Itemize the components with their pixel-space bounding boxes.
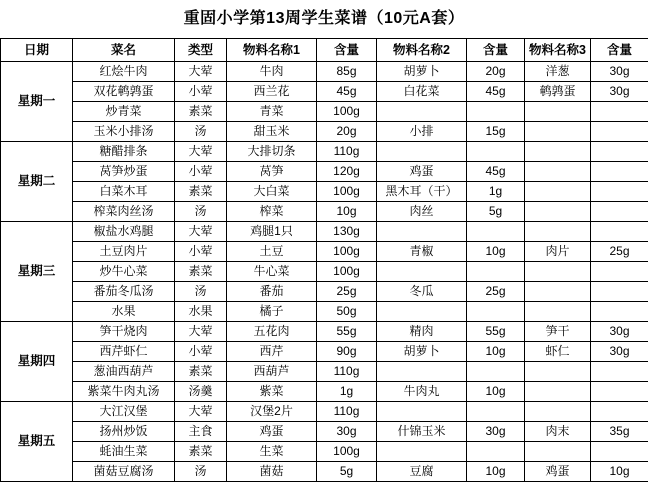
column-header-quantity-1: 含量 [317,39,377,62]
quantity-1-cell: 110g [317,142,377,162]
quantity-2-cell [467,262,525,282]
material-3-cell: 笋干 [525,322,591,342]
dish-name-cell: 菌菇豆腐汤 [73,462,175,482]
quantity-1-cell: 110g [317,402,377,422]
dish-name-cell: 土豆肉片 [73,242,175,262]
material-2-cell: 胡萝卜 [377,342,467,362]
dish-name-cell: 蚝油生菜 [73,442,175,462]
quantity-2-cell [467,402,525,422]
quantity-1-cell: 110g [317,362,377,382]
quantity-1-cell: 90g [317,342,377,362]
dish-name-cell: 葱油西葫芦 [73,362,175,382]
quantity-3-cell [591,362,648,382]
dish-type-cell: 素菜 [175,442,227,462]
table-row [1,462,648,482]
table-row [1,142,648,162]
quantity-3-cell [591,182,648,202]
table-row [1,442,648,462]
quantity-3-cell: 30g [591,62,648,82]
quantity-3-cell [591,302,648,322]
quantity-1-cell: 100g [317,182,377,202]
day-cell: 星期一 [1,62,73,142]
material-2-cell [377,142,467,162]
material-2-cell: 白花菜 [377,82,467,102]
material-3-cell [525,302,591,322]
quantity-2-cell [467,442,525,462]
table-row [1,402,648,422]
material-2-cell [377,442,467,462]
dish-type-cell: 大荤 [175,322,227,342]
table-row [1,322,648,342]
dish-type-cell: 小荤 [175,242,227,262]
dish-type-cell: 小荤 [175,82,227,102]
material-3-cell: 洋葱 [525,62,591,82]
quantity-3-cell [591,202,648,222]
dish-type-cell: 汤 [175,462,227,482]
column-header-quantity-3: 含量 [591,39,648,62]
table-row [1,122,648,142]
dish-type-cell: 小荤 [175,162,227,182]
column-header-material-1: 物料名称1 [227,39,317,62]
quantity-1-cell: 100g [317,242,377,262]
table-row [1,82,648,102]
quantity-3-cell [591,102,648,122]
material-3-cell: 肉片 [525,242,591,262]
dish-type-cell: 大荤 [175,222,227,242]
quantity-1-cell: 20g [317,122,377,142]
material-1-cell: 土豆 [227,242,317,262]
quantity-1-cell: 100g [317,442,377,462]
table-row [1,282,648,302]
table-row [1,102,648,122]
dish-type-cell: 素菜 [175,262,227,282]
dish-name-cell: 扬州炒饭 [73,422,175,442]
material-3-cell [525,162,591,182]
quantity-2-cell: 55g [467,322,525,342]
table-row [1,242,648,262]
quantity-3-cell: 30g [591,82,648,102]
quantity-3-cell [591,142,648,162]
material-3-cell: 肉末 [525,422,591,442]
material-3-cell [525,222,591,242]
table-row [1,182,648,202]
quantity-1-cell: 120g [317,162,377,182]
quantity-1-cell: 50g [317,302,377,322]
material-3-cell [525,402,591,422]
material-2-cell [377,262,467,282]
material-2-cell: 牛肉丸 [377,382,467,402]
dish-name-cell: 莴笋炒蛋 [73,162,175,182]
material-1-cell: 青菜 [227,102,317,122]
quantity-2-cell [467,362,525,382]
dish-type-cell: 汤 [175,282,227,302]
material-2-cell: 鸡蛋 [377,162,467,182]
column-header-quantity-2: 含量 [467,39,525,62]
material-2-cell: 精肉 [377,322,467,342]
quantity-3-cell [591,122,648,142]
quantity-3-cell [591,402,648,422]
material-3-cell: 鹌鹑蛋 [525,82,591,102]
material-1-cell: 五花肉 [227,322,317,342]
quantity-3-cell: 25g [591,242,648,262]
material-1-cell: 西兰花 [227,82,317,102]
dish-name-cell: 双花鹌鹑蛋 [73,82,175,102]
material-1-cell: 鸡腿1只 [227,222,317,242]
table-row [1,62,648,82]
quantity-3-cell: 30g [591,342,648,362]
quantity-2-cell: 25g [467,282,525,302]
quantity-2-cell: 20g [467,62,525,82]
material-2-cell: 黑木耳（干） [377,182,467,202]
quantity-2-cell [467,142,525,162]
quantity-1-cell: 55g [317,322,377,342]
quantity-2-cell [467,222,525,242]
material-2-cell [377,102,467,122]
material-2-cell: 冬瓜 [377,282,467,302]
column-header-date: 日期 [1,39,73,62]
quantity-1-cell: 5g [317,462,377,482]
quantity-2-cell: 30g [467,422,525,442]
dish-name-cell: 炒牛心菜 [73,262,175,282]
quantity-2-cell: 10g [467,382,525,402]
material-1-cell: 西葫芦 [227,362,317,382]
table-row [1,422,648,442]
material-1-cell: 榨菜 [227,202,317,222]
menu-table [0,38,648,482]
material-3-cell [525,262,591,282]
quantity-1-cell: 85g [317,62,377,82]
dish-type-cell: 主食 [175,422,227,442]
material-2-cell [377,222,467,242]
dish-type-cell: 汤羹 [175,382,227,402]
dish-type-cell: 小荤 [175,342,227,362]
quantity-1-cell: 130g [317,222,377,242]
dish-name-cell: 椒盐水鸡腿 [73,222,175,242]
dish-type-cell: 素菜 [175,182,227,202]
dish-name-cell: 糖醋排条 [73,142,175,162]
table-row [1,162,648,182]
quantity-2-cell: 10g [467,342,525,362]
quantity-3-cell [591,442,648,462]
material-1-cell: 紫菜 [227,382,317,402]
quantity-3-cell [591,382,648,402]
material-1-cell: 生菜 [227,442,317,462]
material-1-cell: 菌菇 [227,462,317,482]
column-header-type: 类型 [175,39,227,62]
material-1-cell: 莴笋 [227,162,317,182]
material-1-cell: 汉堡2片 [227,402,317,422]
dish-name-cell: 紫菜牛肉丸汤 [73,382,175,402]
material-1-cell: 牛心菜 [227,262,317,282]
material-1-cell: 西芹 [227,342,317,362]
quantity-2-cell: 10g [467,242,525,262]
material-3-cell [525,362,591,382]
dish-name-cell: 炒青菜 [73,102,175,122]
dish-name-cell: 西芹虾仁 [73,342,175,362]
material-3-cell [525,182,591,202]
quantity-2-cell: 45g [467,82,525,102]
material-3-cell [525,282,591,302]
material-3-cell [525,382,591,402]
dish-name-cell: 红烩牛肉 [73,62,175,82]
dish-name-cell: 番茄冬瓜汤 [73,282,175,302]
quantity-2-cell: 1g [467,182,525,202]
quantity-3-cell: 10g [591,462,648,482]
day-cell: 星期五 [1,402,73,482]
table-row [1,202,648,222]
material-3-cell: 虾仁 [525,342,591,362]
quantity-2-cell: 10g [467,462,525,482]
quantity-1-cell: 1g [317,382,377,402]
quantity-3-cell [591,262,648,282]
material-3-cell [525,142,591,162]
material-1-cell: 大排切条 [227,142,317,162]
column-header-dish: 菜名 [73,39,175,62]
quantity-2-cell [467,102,525,122]
quantity-1-cell: 30g [317,422,377,442]
material-1-cell: 鸡蛋 [227,422,317,442]
table-row [1,382,648,402]
material-2-cell: 豆腐 [377,462,467,482]
material-2-cell [377,302,467,322]
quantity-1-cell: 10g [317,202,377,222]
dish-name-cell: 玉米小排汤 [73,122,175,142]
dish-name-cell: 榨菜肉丝汤 [73,202,175,222]
material-3-cell [525,442,591,462]
material-2-cell: 青椒 [377,242,467,262]
quantity-3-cell: 35g [591,422,648,442]
quantity-1-cell: 25g [317,282,377,302]
dish-type-cell: 汤 [175,122,227,142]
table-body [1,62,648,482]
dish-type-cell: 素菜 [175,102,227,122]
table-header [1,39,648,62]
day-cell: 星期二 [1,142,73,222]
material-1-cell: 番茄 [227,282,317,302]
dish-type-cell: 素菜 [175,362,227,382]
table-row [1,362,648,382]
dish-type-cell: 大荤 [175,142,227,162]
material-3-cell [525,202,591,222]
table-row [1,342,648,362]
quantity-2-cell: 45g [467,162,525,182]
day-cell: 星期三 [1,222,73,322]
material-1-cell: 大白菜 [227,182,317,202]
material-3-cell [525,102,591,122]
material-2-cell: 胡萝卜 [377,62,467,82]
material-1-cell: 牛肉 [227,62,317,82]
quantity-2-cell: 5g [467,202,525,222]
material-2-cell: 小排 [377,122,467,142]
dish-name-cell: 笋干烧肉 [73,322,175,342]
quantity-3-cell: 30g [591,322,648,342]
header-row [1,39,648,62]
quantity-2-cell [467,302,525,322]
quantity-3-cell [591,162,648,182]
quantity-1-cell: 45g [317,82,377,102]
material-1-cell: 橘子 [227,302,317,322]
material-2-cell [377,402,467,422]
table-row [1,302,648,322]
column-header-material-2: 物料名称2 [377,39,467,62]
material-3-cell: 鸡蛋 [525,462,591,482]
material-2-cell: 肉丝 [377,202,467,222]
table-row [1,222,648,242]
quantity-3-cell [591,222,648,242]
quantity-2-cell: 15g [467,122,525,142]
material-2-cell [377,362,467,382]
material-2-cell: 什锦玉米 [377,422,467,442]
dish-type-cell: 水果 [175,302,227,322]
dish-type-cell: 大荤 [175,402,227,422]
quantity-3-cell [591,282,648,302]
day-cell: 星期四 [1,322,73,402]
quantity-1-cell: 100g [317,102,377,122]
quantity-1-cell: 100g [317,262,377,282]
column-header-material-3: 物料名称3 [525,39,591,62]
dish-name-cell: 大江汉堡 [73,402,175,422]
dish-type-cell: 汤 [175,202,227,222]
table-row [1,262,648,282]
material-1-cell: 甜玉米 [227,122,317,142]
dish-name-cell: 水果 [73,302,175,322]
material-3-cell [525,122,591,142]
page-title: 重固小学第13周学生菜谱（10元A套） [0,0,648,38]
dish-type-cell: 大荤 [175,62,227,82]
dish-name-cell: 白菜木耳 [73,182,175,202]
